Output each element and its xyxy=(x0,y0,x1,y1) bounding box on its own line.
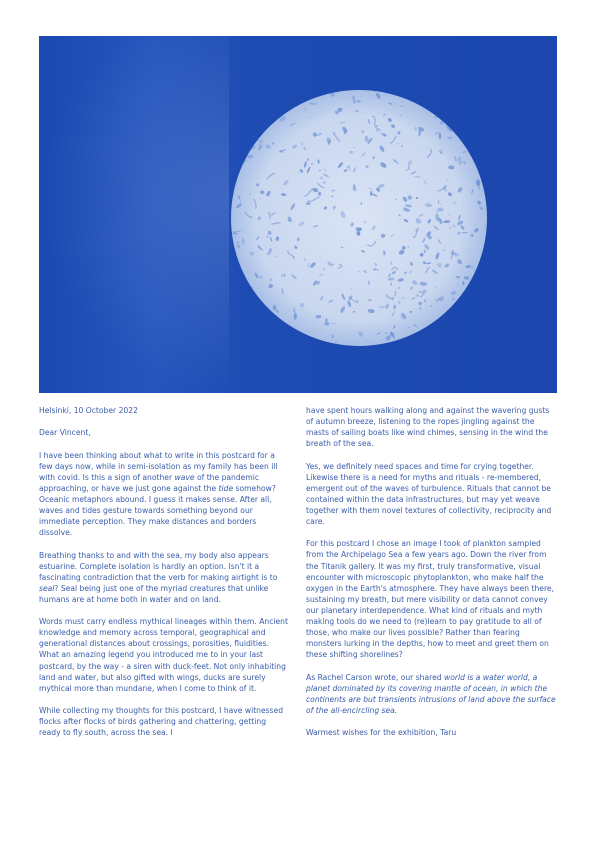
plankton-speck xyxy=(230,302,233,307)
plankton-speck xyxy=(463,101,466,105)
plankton-speck xyxy=(232,120,237,123)
photo-light-gradient xyxy=(39,36,229,393)
plankton-speck xyxy=(471,103,473,106)
paragraph-myths: Words must carry endless mythical lineages within them. Ancient knowledge and memory across temporal, geographical and generational distances about crossings, porosities, fluidities. What an amazing legend you introduced me to in your last postcard, by the way - a siren with duck-feet. Not only inhabiting land and water, but also gifted with wings, ducks are surely mythical more than mundane, when I come to think of it. xyxy=(39,617,288,693)
plankton-speck xyxy=(468,89,471,91)
plankton-speck xyxy=(452,325,456,329)
paragraph-wave-tide: I have been thinking about what to write in this postcard for a few days now, while in semi-isolation as my family has been ill with covid. Is this a sign of another wave of the pandemic approaching, or have we just gone against the tide somehow? Oceanic metaphors abound. I guess it makes sense. After all, waves and tides gesture towards something beyond our immediate perception. They make distances and borders dissolve. xyxy=(39,450,278,538)
plankton-speck xyxy=(305,203,311,205)
plankton-speck xyxy=(410,339,415,346)
plankton-speck xyxy=(245,93,249,97)
plankton-speck xyxy=(232,140,238,145)
plankton-speck xyxy=(349,89,351,90)
plankton-speck xyxy=(232,152,233,154)
plankton-speck xyxy=(411,339,419,345)
salutation: Dear Vincent, xyxy=(39,428,91,438)
plankton-filament xyxy=(247,105,255,110)
plankton-speck xyxy=(297,237,300,241)
plankton-speck xyxy=(482,174,485,177)
plankton-speck xyxy=(249,111,255,117)
plankton-speck xyxy=(482,324,488,330)
letter-column-left xyxy=(39,405,289,749)
plankton-speck xyxy=(230,325,232,328)
plankton-speck xyxy=(436,341,442,346)
plankton-speck xyxy=(486,140,488,143)
plankton-speck xyxy=(454,315,462,323)
plankton-speck xyxy=(444,315,446,319)
plankton-filament xyxy=(407,90,415,94)
plankton-speck xyxy=(298,89,305,95)
plankton-speck xyxy=(484,115,488,119)
plankton-filament xyxy=(243,274,245,280)
plankton-speck xyxy=(272,107,276,111)
plankton-speck xyxy=(458,134,463,139)
plankton-filament xyxy=(375,89,376,91)
plankton-speck xyxy=(239,320,242,323)
plankton-speck xyxy=(263,117,266,121)
plankton-speck xyxy=(240,310,244,316)
plankton-speck xyxy=(479,165,484,172)
plankton-speck xyxy=(274,336,281,342)
plankton-filament xyxy=(252,98,258,100)
plankton-speck xyxy=(481,139,486,143)
plankton-speck xyxy=(332,335,333,339)
plankton-speck xyxy=(474,92,480,99)
plankton-speck xyxy=(439,333,444,339)
plankton-filament xyxy=(471,331,480,335)
plankton-speck xyxy=(475,107,477,108)
closing: Warmest wishes for the exhibition, Taru xyxy=(306,728,457,738)
paragraph-birds-start: While collecting my thoughts for this postcard, I have witnessed flocks after flocks of birds gathering and chattering, getting ready to fly south, across the sea. I xyxy=(39,706,284,738)
plankton-speck xyxy=(454,307,462,315)
plankton-speck xyxy=(421,101,423,103)
plankton-filament xyxy=(444,110,453,113)
plankton-speck xyxy=(281,96,283,99)
plankton-speck xyxy=(305,344,309,347)
plankton-speck xyxy=(248,326,254,331)
plankton-speck xyxy=(286,92,289,95)
plankton-speck xyxy=(233,145,238,150)
plankton-speck xyxy=(480,305,485,309)
plankton-speck xyxy=(476,150,478,154)
plankton-speck xyxy=(326,318,328,321)
plankton-speck xyxy=(453,121,457,125)
plankton-speck xyxy=(482,140,483,142)
paragraph-plankton: For this postcard I chose an image I took of plankton sampled from the Archipelago Sea a few years ago. Down the river from the Titanik gallery. It was my first, truly transformative, visual encounter with microscopic phytoplankton, who make half the oxygen in the Earth's atmosphere. They have always been there, sustaining my breath, but mere visibility or data cannot convey our planetary interdependence. What kind of rituals and myth making tools do we need to (re)learn to pay gratitude to all of those, who make our lives possible? Rather than fearing monsters lurking in the depths, how to meet and greet them on these shifting shorelines? xyxy=(306,539,555,660)
plankton-speck xyxy=(485,107,489,109)
plankton-speck xyxy=(481,270,485,275)
paragraph-seal: Breathing thanks to and with the sea, my body also appears estuarine. Complete isolation is hardly an option. Isn't it a fascinating contradiction that the verb for making airtight is to seal? Seal being just one of the myriad creatures that unlike humans are at home both in water and on land. xyxy=(39,550,278,604)
plankton-speck xyxy=(279,95,284,99)
plankton-speck xyxy=(249,114,255,121)
plankton-speck xyxy=(447,319,450,322)
plankton-speck xyxy=(454,122,460,128)
plankton-speck xyxy=(459,324,463,328)
plankton-speck xyxy=(474,97,478,101)
plankton-speck xyxy=(289,333,294,341)
plankton-microscope-icon xyxy=(230,89,488,347)
plankton-speck xyxy=(257,324,260,328)
place-date: Helsinki, 10 October 2022 xyxy=(39,406,138,415)
plankton-speck xyxy=(284,274,285,277)
plankton-speck xyxy=(239,123,241,125)
plankton-speck xyxy=(265,313,269,316)
plankton-speck xyxy=(267,326,271,330)
letter-column-right xyxy=(306,405,556,749)
plankton-speck xyxy=(470,303,477,311)
plankton-speck xyxy=(242,318,249,322)
plankton-speck xyxy=(463,112,470,117)
plankton-speck xyxy=(447,329,451,332)
plankton-speck xyxy=(230,144,235,148)
plankton-filament xyxy=(232,161,240,163)
plankton-speck xyxy=(466,141,469,144)
plankton-speck xyxy=(455,117,458,121)
plankton-speck xyxy=(245,303,250,309)
paragraph-birds-continued: have spent hours walking along and against the wavering gusts of autumn breeze, listening to the ropes jingling against the masts of sailing boats like wind chimes, sensing in the wind the breath of the sea. xyxy=(306,406,550,449)
plankton-speck xyxy=(455,93,461,100)
plankton-speck xyxy=(439,113,441,115)
plankton-speck xyxy=(239,154,245,159)
plankton-speck xyxy=(278,92,283,98)
plankton-filament xyxy=(252,94,258,98)
plankton-speck xyxy=(250,113,253,116)
plankton-speck xyxy=(449,322,455,328)
plankton-speck xyxy=(474,311,477,313)
plankton-filament xyxy=(459,302,462,305)
plankton-speck xyxy=(266,321,269,325)
plankton-speck xyxy=(451,125,457,128)
plankton-speck xyxy=(242,285,245,291)
plankton-speck xyxy=(252,329,258,333)
plankton-speck xyxy=(437,107,440,110)
plankton-speck xyxy=(485,97,487,100)
plankton-speck xyxy=(257,95,259,102)
plankton-speck xyxy=(230,97,235,103)
plankton-photo xyxy=(39,36,557,393)
plankton-speck xyxy=(450,104,453,107)
paragraph-carson-quote: As Rachel Carson wrote, our shared world is a water world, a planet dominated by its covering mantle of ocean, in which the continents are but transients intrusions of land above the surface of the all-encircling sea. xyxy=(306,672,556,715)
paragraph-rituals: Yes, we definitely need spaces and time for crying together. Likewise there is a need for myths and rituals - re-membered, emergent out of the waves of turbulence. Rituals that cannot be contained within the data infrastructures, but may yet weave together with them novel textures of collectivity, reciprocity and care. xyxy=(306,461,552,527)
plankton-speck xyxy=(268,101,273,104)
plankton-speck xyxy=(480,115,485,121)
plankton-filament xyxy=(463,327,474,337)
plankton-speck xyxy=(461,100,467,105)
plankton-speck xyxy=(467,293,469,296)
plankton-speck xyxy=(463,306,468,312)
